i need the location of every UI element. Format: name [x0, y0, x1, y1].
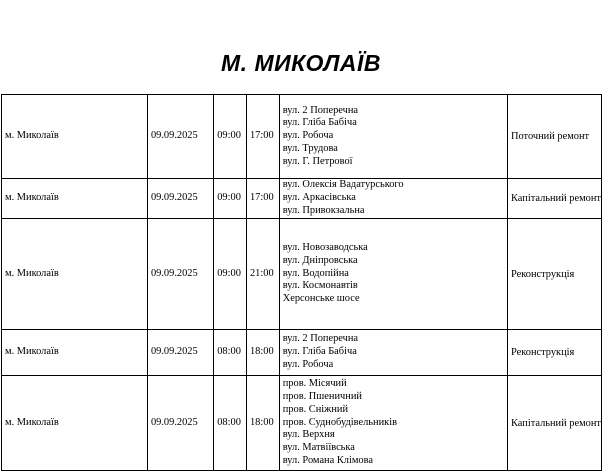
table-row — [2, 179, 602, 219]
city-cell: м. Миколаїв — [2, 179, 148, 219]
street-item: пров. Пшеничний — [282, 391, 362, 402]
date-cell: 09.09.2025 — [147, 219, 213, 330]
street-item: вул. Верхня — [282, 429, 335, 441]
end-time-cell: 17:00 — [246, 95, 279, 179]
date-cell: 09.09.2025 — [147, 376, 213, 471]
start-time-cell: 08:00 — [214, 376, 247, 471]
end-time-cell: 18:00 — [246, 330, 279, 376]
city-cell: м. Миколаїв — [2, 376, 148, 471]
start-time-cell: 09:00 — [214, 179, 247, 219]
street-item: вул. Гліба Бабіча — [282, 117, 357, 129]
date-cell: 09.09.2025 — [147, 330, 213, 376]
street-item: вул. Гліба Бабіча — [282, 346, 357, 358]
street-item: вул. Новозаводська — [282, 242, 368, 253]
streets-cell — [279, 179, 507, 219]
street-item: вул. 2 Поперечна — [282, 104, 359, 116]
table-row — [2, 219, 602, 330]
end-time-cell: 17:00 — [246, 179, 279, 219]
end-time-cell: 18:00 — [246, 376, 279, 471]
streets-cell — [279, 376, 507, 471]
work-type-cell: Капітальний ремонт — [507, 376, 601, 471]
table-row — [2, 330, 602, 376]
work-type-cell: Поточний ремонт — [507, 95, 601, 179]
work-type-cell: Капітальний ремонт — [507, 179, 601, 219]
street-item: пров. Сніжний — [282, 403, 349, 415]
streets-cell — [279, 95, 507, 179]
work-type-cell: Реконструкція — [507, 330, 601, 376]
street-item: вул. Привокзальна — [282, 204, 365, 216]
street-item: вул. Трудова — [282, 142, 338, 154]
street-item: пров. Суднобудівельників — [282, 416, 398, 428]
street-item: вул. Робоча — [282, 130, 334, 142]
table-row — [2, 376, 602, 471]
outage-schedule-table — [1, 94, 602, 471]
start-time-cell: 09:00 — [214, 219, 247, 330]
table-row — [2, 95, 602, 179]
page-title: М. МИКОЛАЇВ — [221, 50, 381, 76]
date-cell: 09.09.2025 — [147, 179, 213, 219]
street-item: вул. Аркасівська — [282, 192, 356, 204]
street-item: пров. Місячий — [282, 378, 347, 390]
street-item: вул. 2 Поперечна — [282, 333, 359, 345]
street-item: вул. Водопійна — [282, 267, 349, 279]
street-item: вул. Олексія Вадатурського — [282, 179, 404, 191]
city-cell: м. Миколаїв — [2, 330, 148, 376]
streets-cell — [279, 330, 507, 376]
street-item: вул. Романа Клімова — [282, 454, 373, 466]
street-item: вул. Робоча — [282, 358, 334, 370]
work-type-cell: Реконструкція — [507, 219, 601, 330]
end-time-cell: 21:00 — [246, 219, 279, 330]
streets-cell — [279, 219, 507, 330]
date-cell: 09.09.2025 — [147, 95, 213, 179]
street-item: Херсонське шосе — [282, 293, 360, 305]
city-cell: м. Миколаїв — [2, 95, 148, 179]
street-item: вул. Г. Петрової — [282, 155, 353, 167]
street-item: вул. Космонавтів — [282, 280, 358, 292]
street-item: вул. Дніпровська — [282, 254, 358, 266]
start-time-cell: 08:00 — [214, 330, 247, 376]
street-item: вул. Матвіївська — [282, 442, 355, 454]
start-time-cell: 09:00 — [214, 95, 247, 179]
city-cell: м. Миколаїв — [2, 219, 148, 330]
